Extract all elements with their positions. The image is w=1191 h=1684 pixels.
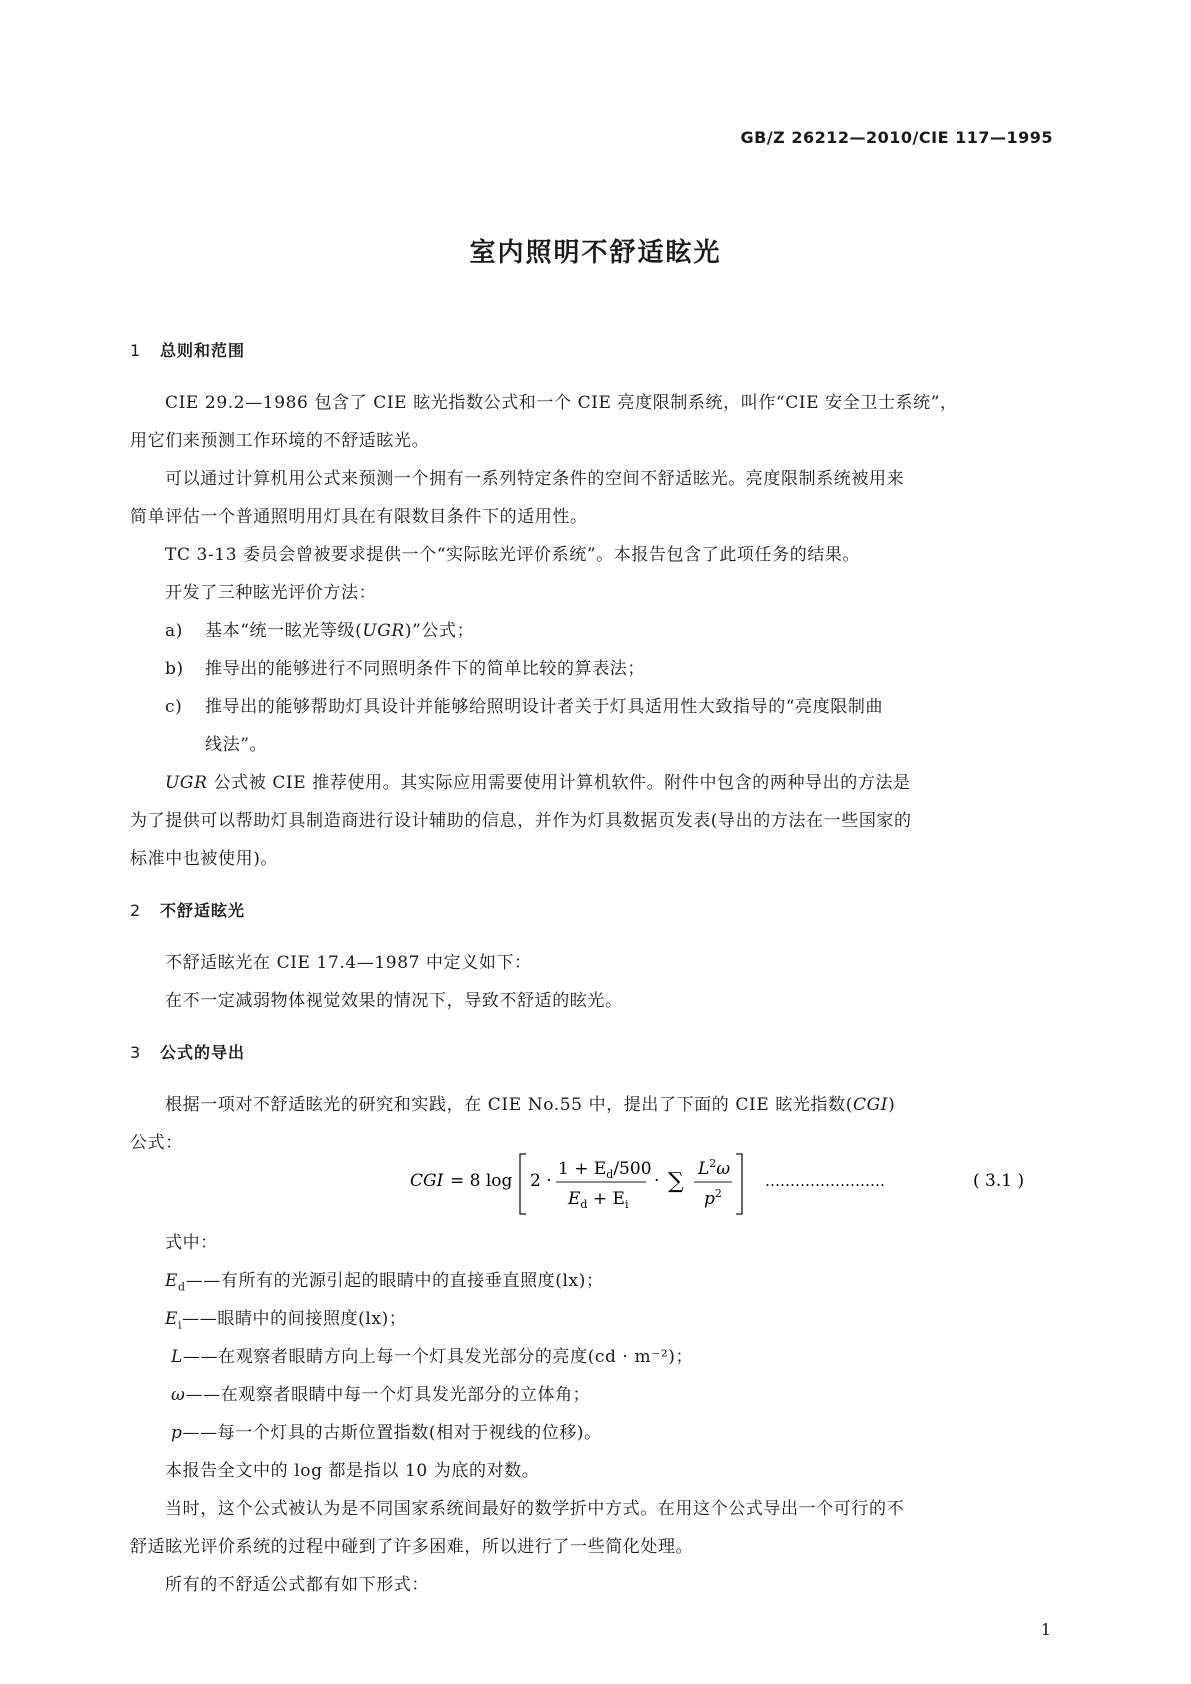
list-item-italic: UGR	[362, 621, 405, 641]
page-number: 1	[1040, 1620, 1051, 1639]
summation-icon: ∑	[668, 1169, 684, 1194]
list-item-c-continued: 线法”。	[205, 735, 268, 755]
list-marker: a)	[165, 621, 183, 641]
cgi-formula	[410, 1150, 1070, 1211]
s3-paragraph-2: 本报告全文中的 log 都是指以 10 为底的对数。	[165, 1461, 540, 1481]
definition-l	[171, 1338, 693, 1376]
document-title: 室内照明不舒适眩光	[469, 238, 722, 268]
s3-paragraph-1-line-2: 公式：	[130, 1133, 183, 1153]
section-3-heading	[130, 1040, 245, 1063]
def-symbol: p	[171, 1423, 183, 1443]
list-item-text: 基本“统一眩光等级(	[205, 621, 363, 641]
where-label: 式中：	[165, 1233, 218, 1253]
s1-paragraph-2-line-1: 可以通过计算机用公式来预测一个拥有一系列特定条件的空间不舒适眩光。亮度限制系统被用来	[165, 469, 905, 489]
section-title: 总则和范围	[160, 341, 246, 360]
s3-paragraph-1-text: 根据一项对不舒适眩光的研究和实践，在 CIE No.55 中，提出了下面的 CIE 眩光指数(	[165, 1095, 853, 1115]
num-sub: d	[606, 1168, 614, 1181]
formula-eq: = 8 log	[450, 1171, 513, 1191]
standard-code: GB/Z 26212—2010/CIE 117—1995	[740, 128, 1053, 147]
s3-paragraph-3-line-2: 舒适眩光评价系统的过程中碰到了许多困难，所以进行了一些简化处理。	[130, 1537, 694, 1557]
num-text: 1 + E	[558, 1159, 607, 1179]
s2-paragraph-1: 不舒适眩光在 CIE 17.4—1987 中定义如下：	[165, 953, 532, 973]
section-1-heading	[130, 338, 245, 361]
den-sym: E	[568, 1189, 581, 1209]
s1-paragraph-3: TC 3-13 委员会曾被要求提供一个“实际眩光评价系统”。本报告包含了此项任务的结果。	[165, 545, 861, 565]
definition-p	[171, 1414, 602, 1452]
list-item-b	[165, 650, 645, 688]
cgi-formula-svg	[410, 1150, 1070, 1220]
s3-paragraph-4: 所有的不舒适公式都有如下形式：	[165, 1575, 429, 1595]
def-text: ——有所有的光源引起的眼睛中的直接垂直照度(lx)；	[185, 1271, 604, 1291]
s1-paragraph-1-line-2: 用它们来预测工作环境的不舒适眩光。	[130, 431, 430, 451]
den-sub-2: i	[624, 1198, 629, 1211]
def-text: ——在观察者眼睛方向上每一个灯具发光部分的亮度(cd · m⁻²)；	[182, 1347, 694, 1367]
s1-paragraph-2-line-2: 简单评估一个普通照明用灯具在有限数目条件下的适用性。	[130, 507, 588, 527]
fraction-1-denominator	[567, 1189, 629, 1211]
s2-paragraph-2: 在不一定减弱物体视觉效果的情况下，导致不舒适的眩光。	[165, 991, 623, 1011]
s1-paragraph-5-line-3: 标准中也被使用)。	[130, 849, 279, 869]
s1-paragraph-5-text: 公式被 CIE 推荐使用。其实际应用需要使用计算机软件。附件中包含的两种导出的方法是	[207, 773, 911, 793]
def-symbol: L	[171, 1347, 183, 1367]
s3-paragraph-1-line-1	[165, 1086, 895, 1124]
definition-omega	[171, 1376, 590, 1414]
num-tail: /500	[613, 1159, 652, 1179]
section-title: 公式的导出	[160, 1043, 246, 1062]
s1-paragraph-5-line-1	[165, 764, 911, 802]
def-subscript: i	[178, 1318, 183, 1332]
list-item-text-tail: )”公式；	[404, 621, 475, 641]
cgi-term: CGI	[852, 1095, 889, 1115]
list-item-c	[165, 688, 883, 726]
den-mid: + E	[587, 1189, 625, 1209]
section-number: 1	[130, 341, 142, 360]
left-bracket-icon	[520, 1154, 526, 1214]
ugr-term: UGR	[165, 773, 208, 793]
section-number: 2	[130, 901, 142, 920]
equation-number: ( 3.1 )	[973, 1171, 1025, 1191]
formula-lhs: CGI	[410, 1171, 444, 1191]
list-item-a	[165, 612, 474, 650]
section-2-heading	[130, 898, 245, 921]
list-item-text: 推导出的能够进行不同照明条件下的简单比较的算表法；	[205, 659, 645, 679]
fraction-2-numerator	[697, 1157, 730, 1179]
s1-paragraph-4: 开发了三种眩光评价方法：	[165, 583, 377, 603]
s3-paragraph-3-line-1: 当时，这个公式被认为是不同国家系统间最好的数学折中方式。在用这个公式导出一个可行的不	[165, 1499, 905, 1519]
f2-num-sup: 2	[709, 1157, 717, 1170]
formula-two: 2 ·	[530, 1171, 552, 1191]
f2-den-sym: p	[704, 1189, 715, 1209]
def-subscript: d	[178, 1280, 186, 1294]
section-title: 不舒适眩光	[160, 901, 246, 920]
def-text: ——眼睛中的间接照度(lx)；	[182, 1309, 407, 1329]
f2-num-tail: ω	[716, 1159, 731, 1179]
def-symbol: E	[165, 1271, 179, 1291]
s1-paragraph-5-line-2: 为了提供可以帮助灯具制造商进行设计辅助的信息，并作为灯具数据页发表(导出的方法在一些国家的	[130, 811, 912, 831]
formula-dot: ·	[654, 1171, 660, 1191]
section-number: 3	[130, 1043, 142, 1062]
list-item-text: 推导出的能够帮助灯具设计并能够给照明设计者关于灯具适用性大致指导的“亮度限制曲	[205, 697, 884, 717]
den-sub-1: d	[580, 1198, 588, 1211]
list-marker: c)	[165, 697, 183, 717]
f2-den-sup: 2	[714, 1187, 722, 1200]
def-symbol: E	[165, 1309, 179, 1329]
right-bracket-icon	[736, 1154, 742, 1214]
fraction-1-numerator	[558, 1159, 652, 1181]
equation-leader: ……………………	[765, 1172, 885, 1190]
s1-paragraph-1-line-1: CIE 29.2—1986 包含了 CIE 眩光指数公式和一个 CIE 亮度限制系统，叫作“CIE 安全卫士系统”，	[165, 393, 958, 413]
list-marker: b)	[165, 659, 184, 679]
def-text: ——在观察者眼睛中每一个灯具发光部分的立体角；	[185, 1385, 591, 1405]
s3-paragraph-1-close: )	[888, 1095, 896, 1115]
def-text: ——每一个灯具的古斯位置指数(相对于视线的位移)。	[182, 1423, 602, 1443]
f2-num-sym: L	[698, 1159, 710, 1179]
def-symbol: ω	[171, 1385, 186, 1405]
fraction-2-denominator	[704, 1187, 722, 1209]
